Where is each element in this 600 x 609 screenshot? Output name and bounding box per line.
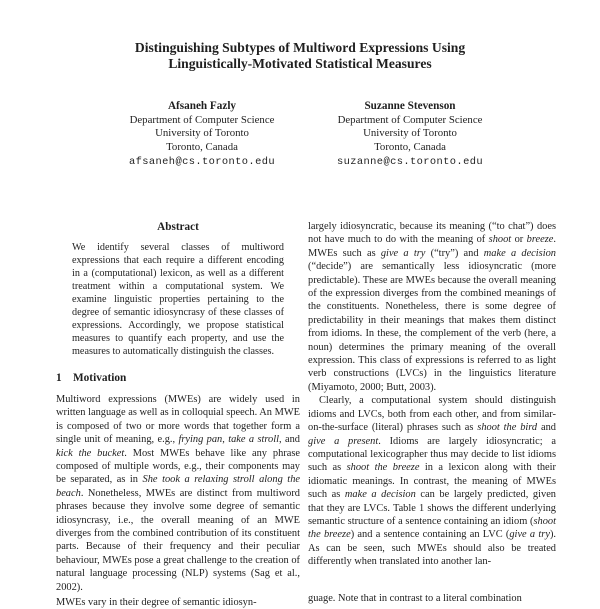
title-line-2: Linguistically-Motivated Statistical Measures (168, 55, 432, 71)
clipped-line-right: guage. Note that in contrast to a literal combination (308, 592, 556, 600)
clipped-line-left: MWEs vary in their degree of semantic idiosyn- (56, 596, 300, 600)
author-affiliation-city: Toronto, Canada (166, 140, 238, 153)
author-block-1 (82, 100, 322, 170)
intro-paragraph: Multiword expressions (MWEs) are widely used in written language as well as in colloquial speech. An MWE is composed of two or more words that together form a single unit of meaning, e.g., frying pan, take a stroll, and kick the bucket. Most MWEs behave like any phrase composed of multiple words, e.g., their components may be separated, as in She took a relaxing stroll along the beach. Nonetheless, MWEs are distinct from multiword phrases because they involve some degree of semantic idiosyncrasy, i.e., the overall meaning of an MWE diverges from the combined contribution of its constituent parts. Because of their frequency and their peculiar behaviour, MWEs pose a great challenge to the creation of natural language processing (NLP) systems (Sag et al., 2002). (56, 394, 300, 593)
abstract-heading: Abstract (157, 221, 199, 233)
author-affiliation-dept: Department of Computer Science (337, 113, 483, 126)
rightcol-paragraph-1: largely idiosyncratic, because its meaning (“to chat”) does not have much to do with the meaning of shoot or breeze. MWEs such as give a try (“try”) and make a decision (“decide”) are semantically less idiosyncratic (more predictable). These are MWEs because the overall meaning of the expression diverges from the combined meanings of the constituents. Nonetheless, there is some degree of predictability in their meanings that makes them distinct from idioms. In these, the complement of the verb (here, a noun) determines the primary meaning of the overall expression. This class of expressions is referred to as light verb constructions (LVCs) in the linguistics literature (Miyamoto, 2000; Butt, 2003). (308, 221, 556, 393)
author-affiliation-univ: University of Toronto (363, 127, 457, 140)
abstract-text: We identify several classes of multiword expressions that each require a different encoding in a (computational) lexicon, as well as a different treatment within a computational system. We examine linguistic properties pertaining to the degree of semantic idiosyncrasy of these classes of expressions. Accordingly, we propose statistical measures to quantify each property, and use the measures to automatically distinguish the classes. (72, 242, 284, 357)
right-column (308, 220, 557, 604)
author-affiliation-city: Toronto, Canada (374, 140, 446, 153)
section-number: 1 (56, 372, 62, 384)
section-title: Motivation (73, 372, 127, 384)
rightcol-paragraph-2: Clearly, a computational system should distinguish idioms and LVCs, both from each other, and from similar-on-the-surface (literal) phrases such as shoot the bird and give a present. Idioms are largely idiosyncratic; a computational lexicographer thus may decide to list idioms such as shoot the breeze in a lexicon along with their idiomatic meanings. In contrast, the meaning of MWEs such as make a decision can be largely predicted, given that they are LVCs. Table 1 shows the different underlying semantic structure of a sentence containing an idiom (shoot the breeze) and a sentence containing an LVC (give a try). As can be seen, such MWEs should also be treated differently when translated into another lan- (308, 395, 557, 568)
author-block-2 (290, 100, 530, 170)
author-affiliation-dept: Department of Computer Science (129, 113, 275, 126)
author-email: afsaneh@cs.toronto.edu (129, 156, 275, 169)
left-column (56, 220, 300, 608)
author-email: suzanne@cs.toronto.edu (337, 156, 483, 169)
author-name: Suzanne Stevenson (364, 100, 456, 112)
author-name: Afsaneh Fazly (167, 100, 237, 112)
author-affiliation-univ: University of Toronto (155, 127, 249, 140)
paper-title (0, 40, 600, 71)
title-line-1: Distinguishing Subtypes of Multiword Expressions Using (134, 40, 466, 55)
section-1-heading (56, 371, 300, 385)
